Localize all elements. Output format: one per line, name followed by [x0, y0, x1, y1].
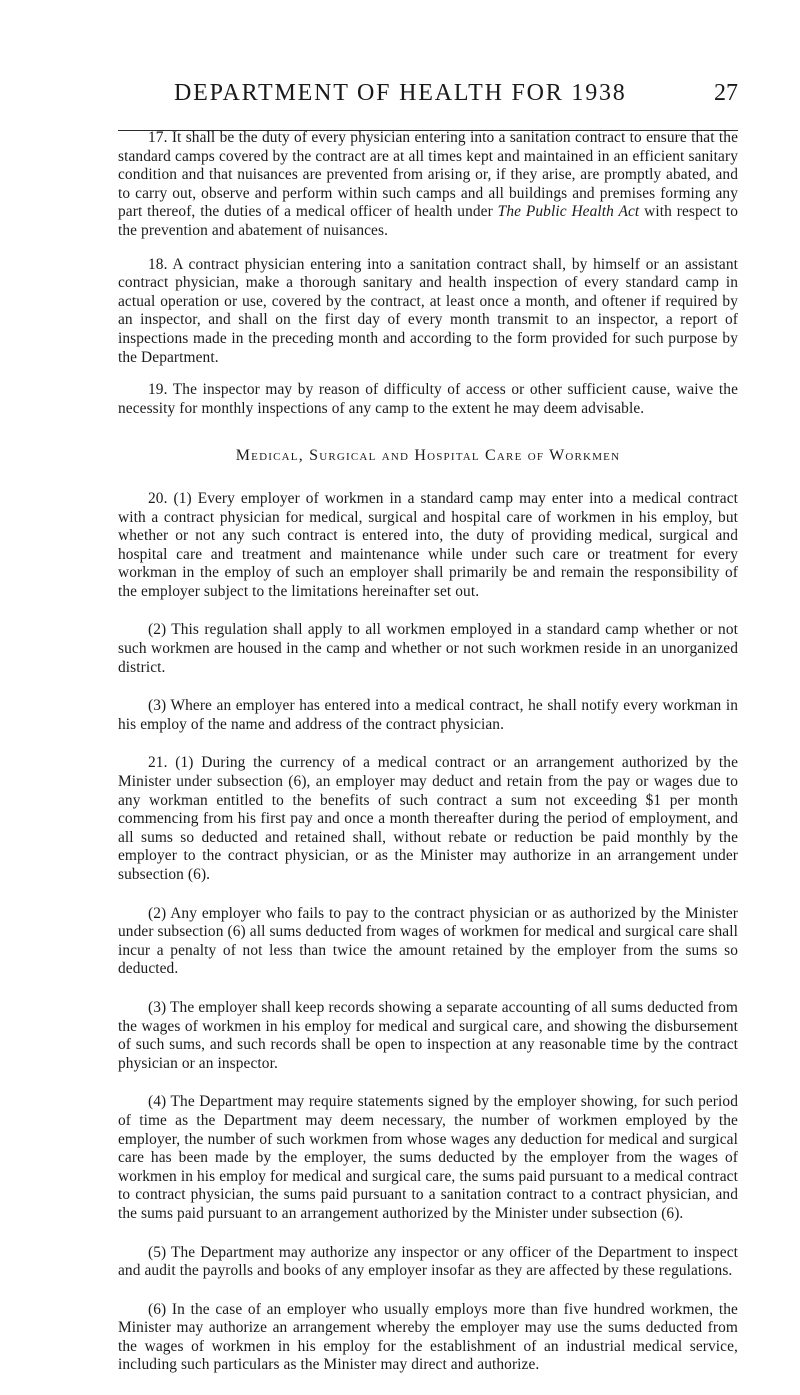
paragraph-21-6: (6) In the case of an employer who usually employs more than five hundred workmen, the Minister may authorize an arrangement whereby the employer may use the sums deducted from the wages of workmen in his employ for the establishment of an industrial medical service, including such particulars as the Minister may direct and authorize.	[118, 1300, 738, 1374]
page-body	[118, 129, 738, 1395]
paragraph-21-3: (3) The employer shall keep records showing a separate accounting of all sums deducted from the wages of workmen in his employ for medical and surgical care, and showing the disbursement of such sums, and such records shall be open to inspection at any reasonable time by the contract physician or an inspector.	[118, 998, 738, 1072]
paragraph-21-4: (4) The Department may require statements signed by the employer showing, for such period of time as the Department may deem necessary, the number of workmen employed by the employer, the number of such workmen from whose wages any deduction for medical and surgical care has been made by the employer, the sums deducted by the employer from the wages of workmen in his employ for medical and surgical care, the sums paid pursuant to a medical contract to contract physician, the sums paid pursuant to a sanitation contract to a contract physician, and the sums paid pursuant to an arrangement authorized by the Minister under subsection (6).	[118, 1093, 738, 1222]
paragraph-18: 18. A contract physician entering into a sanitation contract shall, by himself or an assistant contract physician, make a thorough sanitary and health inspection of every standard camp in actual operation or use, covered by the contract, at least once a month, and oftener if required by an inspector, and shall on the first day of every month transmit to an inspector, a report of inspections made in the preceding month and according to the form provided for such purpose by the Department.	[118, 255, 738, 366]
section-heading: Medical, Surgical and Hospital Care of Workmen	[235, 447, 621, 465]
paragraph-20-3: (3) Where an employer has entered into a medical contract, he shall notify every workman in his employ of the name and address of the contract physician.	[118, 697, 738, 733]
page-header	[118, 80, 738, 131]
paragraph-20-2: (2) This regulation shall apply to all workmen employed in a standard camp whether or not such workmen are housed in the camp and whether or not such workmen reside in an unorganized district.	[118, 621, 738, 676]
paragraph-17	[118, 129, 738, 241]
paragraph-21-2: (2) Any employer who fails to pay to the contract physician or as authorized by the Minister under subsection (6) all sums deducted from wages of workmen for medical and surgical care shall incur a penalty of not less than twice the amount retained by the employer from the sums so deducted.	[118, 904, 738, 978]
paragraph-21-1: 21. (1) During the currency of a medical contract or an arrangement authorized by the Minister under subsection (6), an employer may deduct and retain from the pay or wages due to any workman entitled to the benefits of such contract a sum not exceeding $1 per month commencing from his first pay and once a month thereafter during the period of employment, and all sums so deducted and retained shall, without rebate or reduction be paid monthly by the employer to the contract physician, or as the Minister may authorize in an arrangement under subsection (6).	[118, 754, 738, 883]
paragraph-17-text-a: 17. It shall be the duty of every physician entering into a sanitation contract to ensure that the standard camps covered by the contract are at all times kept and maintained in an efficient sanitary condition and that nuisances are prevented from arising or, if they arise, are promptly abated, and to carry out, observe and perform within such camps and all buildings and premises forming any part thereof, the duties of a medical officer of health under	[118, 129, 738, 221]
paragraph-21-5: (5) The Department may authorize any inspector or any officer of the Department to inspect and audit the payrolls and books of any employer insofar as they are affected by these regulations.	[118, 1243, 738, 1280]
paragraph-20-1: 20. (1) Every employer of workmen in a standard camp may enter into a medical contract with a contract physician for medical, surgical and hospital care of workmen in his employ, but whether or not any such contract is entered into, the duty of providing medical, surgical and hospital care and treatment and maintenance while under such care or treatment for every workman in the employ of such an employer shall primarily be and remain the responsibility of the employer subject to the limitations hereinafter set out.	[118, 489, 738, 600]
page-number: 27	[714, 80, 738, 106]
paragraph-19: 19. The inspector may by reason of difficulty of access or other sufficient cause, waive the necessity for monthly inspections of any camp to the extent he may deem advisable.	[118, 381, 738, 417]
paragraph-17-text-b: with respect to the prevention and abatement of nuisances.	[118, 203, 738, 239]
page-title: DEPARTMENT OF HEALTH FOR 1938	[174, 80, 627, 106]
public-health-act-title: The Public Health Act	[497, 203, 640, 221]
